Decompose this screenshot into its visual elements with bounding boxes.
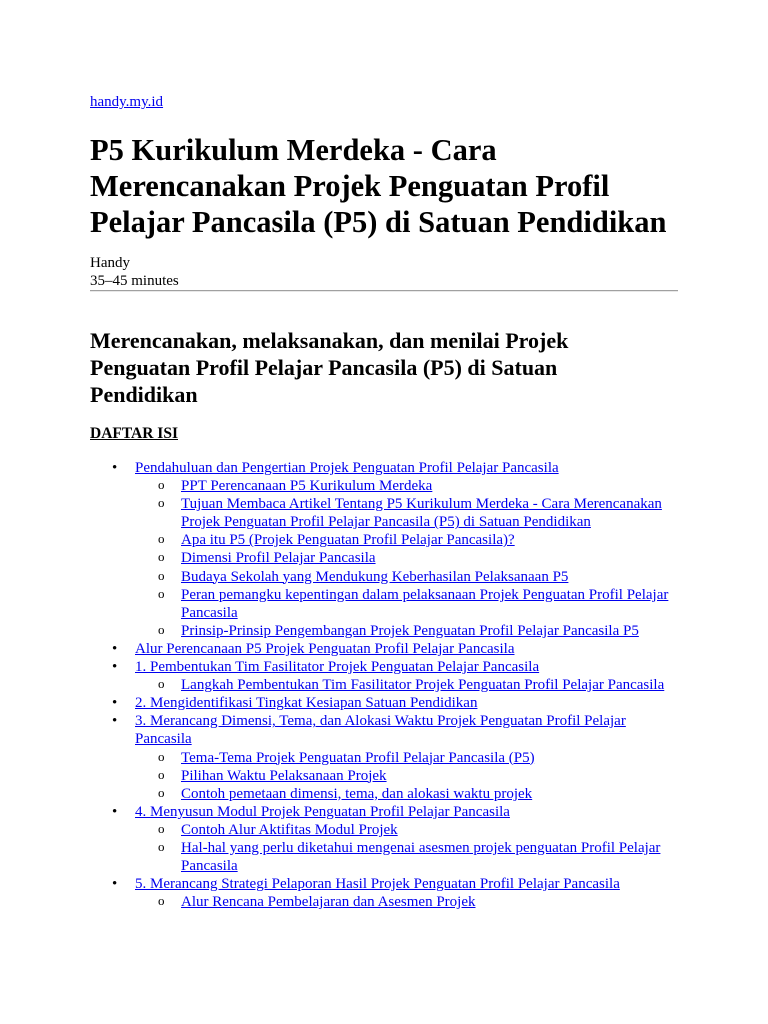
article-subtitle: Merencanakan, melaksanakan, dan menilai Projek Penguatan Profil Pelajar Pancasila (P5) di Satuan Pendidikan <box>90 328 569 407</box>
toc-sublink[interactable]: Contoh pemetaan dimensi, tema, dan alokasi waktu projek <box>181 785 533 802</box>
reading-time: 35–45 minutes <box>90 273 179 289</box>
toc-subitem <box>90 495 690 531</box>
toc-subitem <box>90 477 690 495</box>
toc-link[interactable]: 5. Merancang Strategi Pelaporan Hasil Projek Penguatan Profil Pelajar Pancasila <box>135 876 620 893</box>
toc-subitem <box>90 785 690 803</box>
toc-link[interactable]: 3. Merancang Dimensi, Tema, dan Alokasi Waktu Projek Penguatan Profil Pelajar Pancasila <box>135 713 626 748</box>
toc-item <box>90 875 690 893</box>
toc-item <box>90 694 690 712</box>
toc-item <box>90 803 690 821</box>
toc-item <box>90 712 690 748</box>
toc-sublink[interactable]: Pilihan Waktu Pelaksanaan Projek <box>181 767 387 784</box>
toc-sublink[interactable]: Budaya Sekolah yang Mendukung Keberhasilan Pelaksanaan P5 <box>181 568 569 585</box>
author-name: Handy <box>90 255 130 271</box>
toc-sublink[interactable]: Tujuan Membaca Artikel Tentang P5 Kurikulum Merdeka - Cara Merencanakan Projek Penguatan Profil Pelajar Pancasila (P5) di Satuan Pendidikan <box>181 496 662 531</box>
toc-sublink[interactable]: Peran pemangku kepentingan dalam pelaksanaan Projek Penguatan Profil Pelajar Pancasila <box>181 586 669 621</box>
toc-link[interactable]: 2. Mengidentifikasi Tingkat Kesiapan Satuan Pendidikan <box>135 695 478 712</box>
toc-sublink[interactable]: Tema-Tema Projek Penguatan Profil Pelajar Pancasila (P5) <box>181 749 535 766</box>
toc-item <box>90 459 690 477</box>
toc-subitem <box>90 821 690 839</box>
toc-link[interactable]: 4. Menyusun Modul Projek Penguatan Profil Pelajar Pancasila <box>135 803 510 820</box>
toc-subitem <box>90 676 690 694</box>
toc-sublink[interactable]: Apa itu P5 (Projek Penguatan Profil Pelajar Pancasila)? <box>181 532 515 549</box>
toc-sublink[interactable]: Hal-hal yang perlu diketahui mengenai asesmen projek penguatan Profil Pelajar Pancasila <box>181 839 661 875</box>
toc-subitem <box>90 622 690 640</box>
toc-subitem <box>90 568 690 586</box>
toc-item <box>90 640 690 658</box>
toc-subitem <box>90 767 690 785</box>
toc-sublink[interactable]: Contoh Alur Aktifitas Modul Projek <box>181 821 398 838</box>
toc-subitem <box>90 749 690 767</box>
toc-sublink[interactable]: PPT Perencanaan P5 Kurikulum Merdeka <box>181 478 433 495</box>
toc-subitem <box>90 549 690 567</box>
toc-subitem <box>90 586 690 622</box>
toc-subitem <box>90 839 690 875</box>
table-of-contents <box>90 459 690 911</box>
toc-heading: DAFTAR ISI <box>90 425 178 442</box>
toc-subitem <box>90 893 690 911</box>
toc-sublink[interactable]: Prinsip-Prinsip Pengembangan Projek Penguatan Profil Pelajar Pancasila P5 <box>181 622 639 639</box>
toc-sublink[interactable]: Dimensi Profil Pelajar Pancasila <box>181 550 376 567</box>
toc-link[interactable]: Pendahuluan dan Pengertian Projek Penguatan Profil Pelajar Pancasila <box>135 460 559 476</box>
toc-subitem <box>90 531 690 549</box>
header-divider <box>90 290 678 292</box>
toc-item <box>90 658 690 676</box>
article-title: P5 Kurikulum Merdeka - Cara Merencanakan Projek Penguatan Profil Pelajar Pancasila (P5) di Satuan Pendidikan <box>90 133 667 239</box>
toc-sublink[interactable]: Langkah Pembentukan Tim Fasilitator Projek Penguatan Profil Pelajar Pancasila <box>181 677 665 694</box>
toc-link[interactable]: 1. Pembentukan Tim Fasilitator Projek Penguatan Pelajar Pancasila <box>135 659 540 676</box>
toc-link[interactable]: Alur Perencanaan P5 Projek Penguatan Profil Pelajar Pancasila <box>135 640 515 657</box>
toc-sublink[interactable]: Alur Rencana Pembelajaran dan Asesmen Projek <box>181 894 476 911</box>
site-link[interactable]: handy.my.id <box>90 94 164 110</box>
